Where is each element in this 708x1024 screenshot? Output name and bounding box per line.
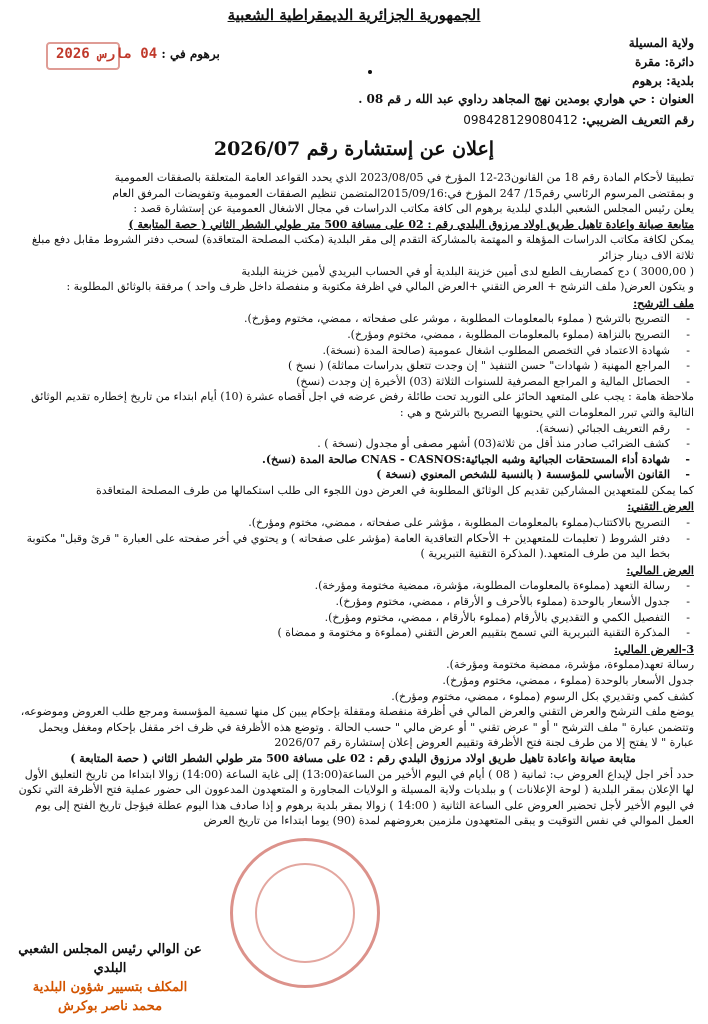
announcement-body bbox=[12, 170, 694, 829]
condition-line: يمكن لكافة مكاتب الدراسات المؤهلة و المهتمة بالمشاركة التقدم إلى مقر البلدية (مكتب المصلحة المتعاقدة) لسحب دفتر الشروط مقابل دفع مبلغ ثلاثة الاف دينار جزائر bbox=[31, 233, 694, 262]
project-title: متابعة صيانة واعادة تاهيل طريق اولاد مرزوق البلدي رقم : 02 على مسافة 500 متر طولي الشطر الثاني ( حصة المتابعة ) bbox=[128, 217, 694, 231]
issuer-block bbox=[629, 34, 694, 91]
deadline-text: حدد أخر اجل لإيداع العروض ب: ثمانية ( 08 ) أيام في اليوم الأخير من الساعة(13:00) إلى غاية الساعة (14:00) زوالا ابتداءا من تاريخ التعليق الأول لها الإعلان بمقر البلدية ( لوحة الإعلانات ) و ببلديات ولاية المسيلة و الولايات المجاورة و المتعهدون المدعوون الى حضور عملية فتح الأظرفة التي تكون في اليوم الأخير لأجل تحضير العروض على الساعة الثانية ( 14:00 ) زوالا بمقر بلدية برهوم و إذا صادف هذا اليوم عطلة فيؤجل تاريخ الفتح إلى يوم العمل الموالي في نفس التوقيت و يبقى المتعهدون ملزمين بعروضهم لمدة (90) يوما ابتداءا من تاريخ العرض bbox=[18, 767, 694, 828]
list-item: - الحصائل المالية و المراجع المصرفية للسنوات الثلاثة (03) الأخيرة إن وجدت (نسخ) bbox=[12, 374, 676, 390]
technical-heading: العرض التقني: bbox=[627, 500, 694, 514]
envelope-instructions: يوضع ملف الترشح والعرض التقني والعرض المالي في أظرفة منفصلة ومقفلة بإحكام يبين كل منها تسمية المؤسسة ومرجع طلب العروض وموضوعه، وتتضمن عبارة " ملف الترشح " أو " عرض تقني " أو عرض مالي " حسب الحالة . وتوضع هذه الأظرفة في ظرف اخر مقفل بإحكام ومغفل ويحمل عبارة " لا يفتح إلا من طرف لجنة فتح الأظرفة وتقييم العروض إعلان إستشارة رقم 2026/07 bbox=[20, 705, 694, 750]
list-item: - رسالة التعهد (مملوءة بالمعلومات المطلوبة، مؤشرة، ممضية مختومة ومؤرخة). bbox=[12, 578, 676, 594]
note-after: كما يمكن للمتعهدين المشاركين تقديم كل الوثائق المطلوبة في العرض دون اللجوء الى طلب استكمالها من طرف المصلحة المتعاقدة bbox=[95, 483, 694, 497]
financial-heading: العرض المالي: bbox=[626, 563, 694, 577]
list-item: - رقم التعريف الجبائي (نسخة). bbox=[12, 421, 676, 437]
financial3-item: رسالة تعهد(مملوءة، مؤشرة، ممضية مختومة ومؤرخة). bbox=[446, 658, 694, 672]
commune: بلدية: برهوم bbox=[632, 74, 694, 88]
list-item: - دفتر الشروط ( تعليمات للمتعهدين + الأحكام التعاقدية العامة (مؤشر على صفحاته ) و يحتوي في أخر صفحته على العبارة " قرئ وقبل" مكتوبة بخط اليد من طرف المتعهد.( المذكرة التقنية التبريرية ) bbox=[12, 531, 676, 562]
signature-block bbox=[10, 940, 210, 1016]
tax-id-value: 098428129080412 bbox=[463, 113, 578, 127]
financial3-item: كشف كمي وتقديري بكل الرسوم (مملوء ، ممضي، مختوم ومؤرخ). bbox=[391, 689, 694, 703]
list-item: - شهادة الاعتماد في التخصص المطلوب اشغال عمومية (صالحة المدة (نسخة). bbox=[12, 343, 676, 359]
signature-name: محمد ناصر بوكرش bbox=[57, 999, 163, 1014]
important-note: ملاحظة هامة : يجب على المتعهد الحائز على التوريد تحت طائلة رفض عرضه في اجل أقصاه عشرة (10) أيام ابتداء من تاريخ إخطاره تقديم الوثائق التالية والتي تبرر المعلومات التي يحتويها التصريح بالترشح و هي : bbox=[31, 390, 694, 419]
tax-id-line bbox=[463, 113, 694, 127]
list-item: - التفصيل الكمي و التقديري بالأرقام (مملوء بالأرقام ، ممضي، مختوم ومؤرخ). bbox=[12, 610, 676, 626]
list-item: - كشف الضرائب صادر منذ أقل من ثلاثة(03) أشهر مصفى أو مجدول (نسخة ) . bbox=[12, 436, 676, 452]
condition-line: ( 3000,00 ) دج كمصاريف الطبع لدى أمين خزينة البلدية أو في الحساب البريدي لأمين خزينة البلدية bbox=[241, 264, 694, 278]
page-title: إعلان عن إستشارة رقم 2026/07 bbox=[213, 138, 495, 160]
financial3-heading: 3-العرض المالي: bbox=[614, 642, 694, 656]
signature-title: عن الوالي رئيس المجلس الشعبي البلدي bbox=[18, 942, 202, 976]
candidacy-heading: ملف الترشح: bbox=[633, 296, 694, 310]
project-title-repeat: متابعة صيانة واعادة تاهيل طريق اولاد مرزوق البلدي رقم : 02 على مسافة 500 متر طولي الشطر الثاني ( حصة المتابعة ) bbox=[70, 751, 636, 765]
list-item: - القانون الأساسي للمؤسسة ( بالنسبة للشخص المعنوي (نسخة ) bbox=[12, 467, 676, 483]
intro-line: و بمقتضى المرسوم الرئاسي رقم15/ 247 المؤرخ في:2015/09/16المتضمن تنظيم الصفقات العمومية وتفويضات المرفق العام bbox=[112, 186, 694, 200]
list-item: - المراجع المهنية ( شهادات" حسن التنفيذ " إن وجدت تتعلق بدراسات مماثلة) ( نسخ ) bbox=[12, 358, 676, 374]
financial3-item: جدول الأسعار بالوحدة (مملوء ، ممضي، مختوم ومؤرخ). bbox=[442, 674, 694, 687]
intro-line: يعلن رئيس المجلس الشعبي البلدي لبلدية برهوم الى كافة مكاتب الدراسات في مجال الاشغال العمومية عن إستشارة قصد : bbox=[133, 202, 694, 216]
date-line bbox=[56, 46, 220, 62]
wilaya: ولاية المسيلة bbox=[628, 36, 694, 50]
condition-line: و يتكون العرض( ملف الترشح + العرض التقني +العرض المالي في اظرفة مكتوبة و منفصلة داخل ظرف واحد ) مرفقة بالوثائق المطلوبة : bbox=[66, 280, 694, 294]
list-item: - شهادة أداء المستحقات الجبائية وشبه الجبائية:CNAS - CASNOS صالحة المدة (نسخ). bbox=[12, 452, 676, 468]
note-list bbox=[12, 421, 694, 483]
list-item: - التصريح بالنزاهة (مملوء بالمعلومات المطلوبة ، ممضي، مختوم ومؤرخ). bbox=[12, 327, 676, 343]
tax-id-label: رقم التعريف الضريبي: bbox=[581, 113, 694, 127]
list-item: - جدول الأسعار بالوحدة (مملوء بالأحرف و الأرقام ، ممضي، مختوم ومؤرخ). bbox=[12, 594, 676, 610]
address: العنوان : حي هواري بومدين نهج المجاهد رداوي عبد الله ر قم 08 . bbox=[358, 92, 694, 106]
official-seal bbox=[230, 838, 380, 988]
signature-role: المكلف بتسيير شؤون البلدية bbox=[32, 980, 188, 995]
list-item: - المذكرة التقنية التبريرية التي تسمح بتقييم العرض التقني (مملوءة و مختومة و ممضاة ) bbox=[12, 625, 676, 641]
technical-list bbox=[12, 515, 694, 562]
financial-list bbox=[12, 578, 694, 640]
daira: دائرة: مقرة bbox=[635, 55, 694, 69]
republic-title: الجمهورية الجزائرية الديمقراطية الشعبية bbox=[227, 6, 481, 24]
candidacy-list bbox=[12, 311, 694, 389]
list-item: - التصريح بالاكتتاب(مملوء بالمعلومات المطلوبة ، مؤشر على صفحاته ، ممضي، مختوم ومؤرخ). bbox=[12, 515, 676, 531]
intro-line: تطبيقا لأحكام المادة رقم 18 من القانون23-12 المؤرخ في 2023/08/05 الذي يحدد القواعد العامة المتعلقة بالصفقات العمومية bbox=[114, 171, 694, 184]
ink-dot bbox=[368, 70, 372, 74]
date-prefix: برهوم في : bbox=[161, 47, 220, 61]
date-value: 04 مارس 2026 bbox=[56, 46, 158, 62]
list-item: - التصريح بالترشح ( مملوء بالمعلومات المطلوبة ، موشر على صفحاته ، ممضي، مختوم ومؤرخ). bbox=[12, 311, 676, 327]
